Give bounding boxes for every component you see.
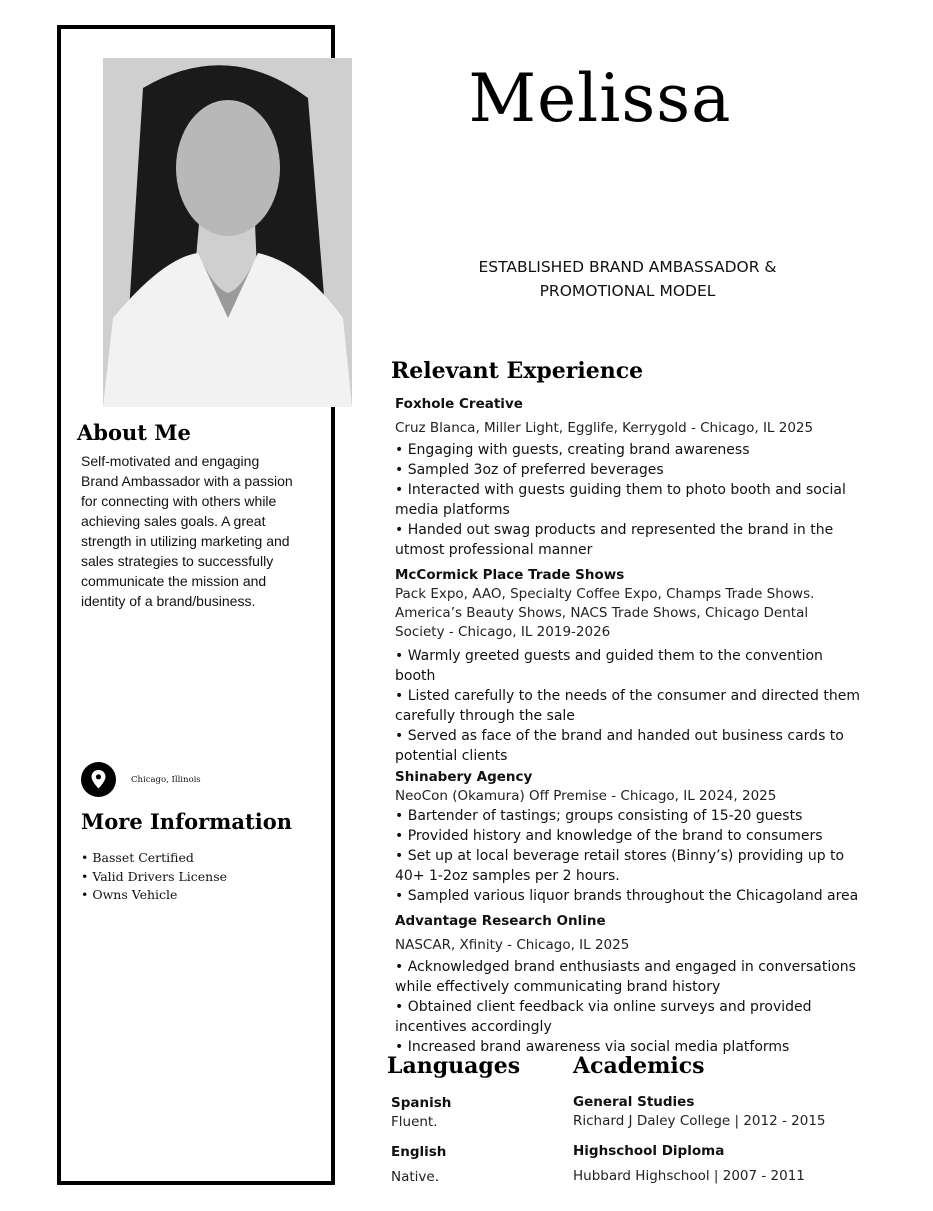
job-bullets bbox=[395, 957, 860, 1057]
profile-photo bbox=[103, 58, 352, 407]
list-item: • Served as face of the brand and handed out business cards to potential clients bbox=[395, 728, 844, 764]
academic-detail: Richard J Daley College | 2012 - 2015 bbox=[573, 1113, 826, 1129]
list-item: • Sampled 3oz of preferred beverages bbox=[395, 462, 664, 478]
professional-title bbox=[440, 255, 815, 303]
list-item: • Valid Drivers License bbox=[81, 868, 228, 884]
job-entry bbox=[395, 768, 860, 906]
language-entry bbox=[391, 1094, 451, 1132]
job-subtitle: Pack Expo, AAO, Specialty Coffee Expo, Champs Trade Shows. America’s Beauty Shows, NACS Trade Shows, Chicago Dental Society - Chicago, IL 2019-2026 bbox=[395, 586, 815, 640]
map-pin-icon bbox=[81, 762, 116, 797]
academic-title: General Studies bbox=[573, 1094, 695, 1110]
language-entry bbox=[391, 1143, 446, 1187]
about-heading: About Me bbox=[77, 420, 191, 445]
job-title: Foxhole Creative bbox=[395, 396, 523, 412]
professional-title-line: PROMOTIONAL MODEL bbox=[539, 282, 716, 300]
list-item: • Set up at local beverage retail stores (Binny’s) providing up to 40+ 1-2oz samples per 2 hours. bbox=[395, 848, 845, 884]
more-info-list bbox=[81, 849, 227, 905]
candidate-name: Melissa bbox=[468, 60, 732, 137]
language-level: Fluent. bbox=[391, 1114, 438, 1130]
professional-title-line: ESTABLISHED BRAND AMBASSADOR & bbox=[478, 258, 777, 276]
job-bullets bbox=[395, 806, 860, 906]
job-entry bbox=[395, 912, 860, 1057]
list-item: • Bartender of tastings; groups consisting of 15-20 guests bbox=[395, 808, 803, 824]
job-entry bbox=[395, 395, 860, 560]
experience-section bbox=[395, 395, 860, 1057]
list-item: • Sampled various liquor brands throughout the Chicagoland area bbox=[395, 888, 859, 904]
list-item: • Handed out swag products and represented the brand in the utmost professional manner bbox=[395, 522, 834, 558]
experience-heading: Relevant Experience bbox=[391, 358, 644, 384]
job-title: McCormick Place Trade Shows bbox=[395, 567, 625, 583]
list-item: • Obtained client feedback via online surveys and provided incentives accordingly bbox=[395, 999, 812, 1035]
list-item: • Basset Certified bbox=[81, 850, 194, 865]
list-item: • Owns Vehicle bbox=[81, 887, 178, 902]
list-item: • Listed carefully to the needs of the consumer and directed them carefully through the sale bbox=[395, 688, 860, 724]
language-level: Native. bbox=[391, 1169, 440, 1185]
list-item: • Provided history and knowledge of the brand to consumers bbox=[395, 828, 823, 844]
job-title: Advantage Research Online bbox=[395, 913, 606, 929]
more-info-heading: More Information bbox=[81, 809, 292, 834]
academic-entry bbox=[573, 1093, 826, 1131]
job-entry bbox=[395, 566, 860, 766]
academic-title: Highschool Diploma bbox=[573, 1143, 725, 1159]
language-name: Spanish bbox=[391, 1095, 452, 1111]
location-text: Chicago, Illinois bbox=[131, 775, 201, 785]
language-name: English bbox=[391, 1144, 447, 1160]
academic-detail: Hubbard Highschool | 2007 - 2011 bbox=[573, 1168, 805, 1184]
list-item: • Engaging with guests, creating brand awareness bbox=[395, 442, 750, 458]
about-text: Self-motivated and engaging Brand Ambassador with a passion for connecting with others while achieving sales goals. A great strength in utilizing marketing and sales strategies to successfully communicate the mission and identity of a brand/business. bbox=[81, 453, 293, 609]
academic-entry bbox=[573, 1142, 805, 1186]
list-item: • Acknowledged brand enthusiasts and engaged in conversations while effectively communicating brand history bbox=[395, 959, 856, 995]
job-bullets bbox=[395, 440, 860, 560]
list-item: • Interacted with guests guiding them to photo booth and social media platforms bbox=[395, 482, 846, 518]
list-item: • Warmly greeted guests and guided them to the convention booth bbox=[395, 648, 823, 684]
list-item: • Increased brand awareness via social media platforms bbox=[395, 1039, 790, 1055]
job-subtitle: NeoCon (Okamura) Off Premise - Chicago, IL 2024, 2025 bbox=[395, 788, 777, 804]
job-bullets bbox=[395, 646, 860, 766]
job-title: Shinabery Agency bbox=[395, 769, 533, 785]
academics-heading: Academics bbox=[573, 1053, 705, 1079]
languages-heading: Languages bbox=[387, 1053, 521, 1079]
job-subtitle: Cruz Blanca, Miller Light, Egglife, Kerrygold - Chicago, IL 2025 bbox=[395, 420, 814, 436]
job-subtitle: NASCAR, Xfinity - Chicago, IL 2025 bbox=[395, 937, 630, 953]
